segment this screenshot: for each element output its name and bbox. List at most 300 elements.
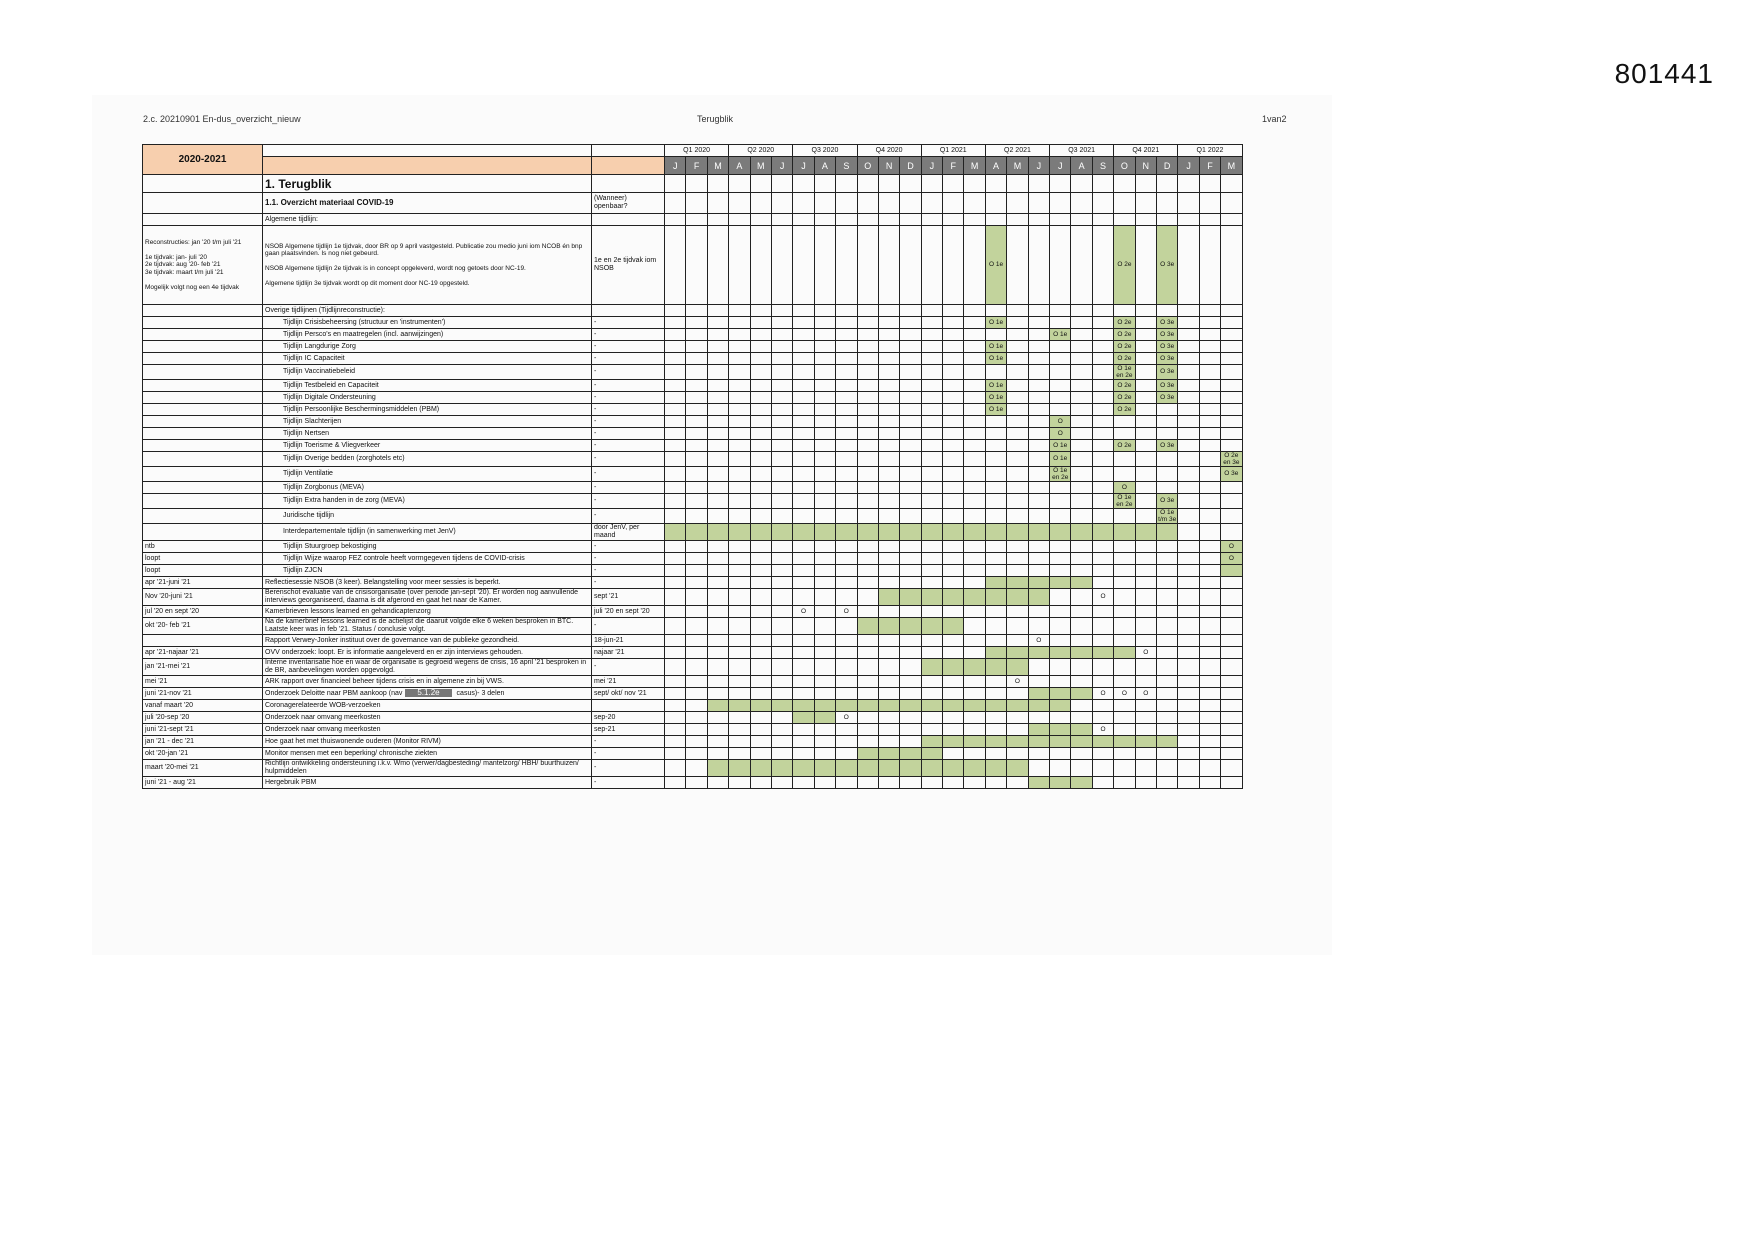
quarter-label: Q4 2020 [857, 145, 921, 157]
header-blank [263, 145, 592, 157]
month-cell [857, 618, 878, 635]
month-cell [1007, 760, 1028, 777]
month-label: S [836, 157, 857, 175]
month-cell [1114, 724, 1135, 736]
month-cell [1050, 748, 1071, 760]
row-description: Tijdlijn ZJCN [263, 565, 592, 577]
month-cell [1156, 688, 1177, 700]
month-cell [707, 509, 728, 524]
month-cell [750, 700, 771, 712]
month-cell [729, 736, 750, 748]
month-cell [1178, 214, 1199, 226]
month-cell [686, 618, 707, 635]
month-cell [1135, 777, 1156, 789]
month-cell [900, 482, 921, 494]
month-cell [985, 482, 1006, 494]
month-cell [1178, 380, 1199, 392]
month-cell [1135, 565, 1156, 577]
month-cell [1135, 428, 1156, 440]
month-cell [1071, 777, 1092, 789]
month-cell [1156, 416, 1177, 428]
month-cell [1007, 193, 1028, 214]
month-cell [686, 659, 707, 676]
table-row [143, 565, 1243, 577]
row-period: jan '21-mei '21 [143, 659, 263, 676]
year-label: 2020-2021 [143, 145, 263, 175]
month-cell: O [1135, 647, 1156, 659]
month-cell [1178, 700, 1199, 712]
month-cell [985, 577, 1006, 589]
month-cell [1007, 440, 1028, 452]
month-cell [943, 416, 964, 428]
month-cell [1071, 712, 1092, 724]
month-cell [900, 494, 921, 509]
month-cell [771, 317, 792, 329]
row-period [143, 341, 263, 353]
month-cell [964, 676, 985, 688]
month-cell [943, 193, 964, 214]
month-label: N [878, 157, 899, 175]
month-cell [943, 565, 964, 577]
month-cell [1114, 467, 1135, 482]
month-cell [1114, 524, 1135, 541]
month-cell [964, 635, 985, 647]
month-cell [771, 760, 792, 777]
month-cell [921, 700, 942, 712]
month-cell [1092, 676, 1113, 688]
month-cell [921, 524, 942, 541]
month-cell [707, 577, 728, 589]
month-cell [1092, 509, 1113, 524]
month-cell [665, 317, 686, 329]
month-cell [1178, 317, 1199, 329]
month-cell [1221, 416, 1242, 428]
month-cell: O [793, 606, 814, 618]
month-cell [793, 341, 814, 353]
month-cell [1178, 440, 1199, 452]
table-row [143, 635, 1243, 647]
month-cell [814, 482, 835, 494]
month-cell [1050, 392, 1071, 404]
row-public-when: - [592, 618, 665, 635]
month-cell [1221, 317, 1242, 329]
month-cell [814, 341, 835, 353]
table-row [143, 553, 1243, 565]
month-cell [1156, 635, 1177, 647]
month-cell [750, 467, 771, 482]
month-cell [857, 193, 878, 214]
month-cell [943, 524, 964, 541]
month-cell [943, 777, 964, 789]
row-description: Richtlijn ontwikkeling ondersteuning i.k.v. Wmo (verwer/dagbesteding/ mantelzorg/ HBH/ buurthuizen/ hulpmiddelen [263, 760, 592, 777]
row-public-when: - [592, 404, 665, 416]
month-cell [1178, 452, 1199, 467]
month-cell [1028, 392, 1049, 404]
month-cell [771, 214, 792, 226]
month-cell [729, 329, 750, 341]
month-cell [1221, 214, 1242, 226]
month-cell [686, 589, 707, 606]
month-cell [985, 606, 1006, 618]
month-cell [1199, 577, 1220, 589]
row-public-when: - [592, 509, 665, 524]
table-row [143, 467, 1243, 482]
row-public-when: - [592, 467, 665, 482]
month-cell [1092, 553, 1113, 565]
month-cell [1050, 380, 1071, 392]
month-cell [921, 777, 942, 789]
month-cell [793, 635, 814, 647]
month-cell [857, 317, 878, 329]
month-cell [1092, 748, 1113, 760]
month-cell [1135, 175, 1156, 193]
month-label: A [1071, 157, 1092, 175]
month-cell: O [1114, 482, 1135, 494]
month-cell [985, 618, 1006, 635]
row-description: Tijdlijn Digitale Ondersteuning [263, 392, 592, 404]
month-cell [793, 482, 814, 494]
month-cell [985, 688, 1006, 700]
quarter-label: Q4 2021 [1114, 145, 1178, 157]
month-cell [1071, 606, 1092, 618]
month-cell [1178, 676, 1199, 688]
month-cell [750, 618, 771, 635]
month-cell [985, 647, 1006, 659]
month-cell [1135, 676, 1156, 688]
month-cell [814, 589, 835, 606]
month-cell [1028, 317, 1049, 329]
month-cell [1199, 175, 1220, 193]
month-cell [707, 524, 728, 541]
month-cell [1221, 353, 1242, 365]
row-description: ARK rapport over financieel beheer tijdens crisis en in algemene zin bij VWS. [263, 676, 592, 688]
month-cell [878, 482, 899, 494]
month-cell [750, 577, 771, 589]
month-cell [771, 553, 792, 565]
month-cell: O [1221, 541, 1242, 553]
month-cell [1028, 748, 1049, 760]
month-cell [943, 329, 964, 341]
month-cell [878, 380, 899, 392]
month-cell [1028, 553, 1049, 565]
row-period: juli '20-sep '20 [143, 712, 263, 724]
month-cell [686, 416, 707, 428]
month-cell [729, 440, 750, 452]
row-public-when: 18-jun-21 [592, 635, 665, 647]
month-cell [878, 404, 899, 416]
month-cell [771, 440, 792, 452]
quarter-label: Q1 2021 [921, 145, 985, 157]
month-cell [900, 509, 921, 524]
month-cell [921, 214, 942, 226]
month-cell [1071, 565, 1092, 577]
month-label: J [1028, 157, 1049, 175]
month-cell [707, 214, 728, 226]
month-cell [900, 618, 921, 635]
row-period: apr '21-najaar '21 [143, 647, 263, 659]
month-cell [1221, 635, 1242, 647]
row-public-when: juli '20 en sept '20 [592, 606, 665, 618]
month-cell [1071, 724, 1092, 736]
month-cell [985, 760, 1006, 777]
month-cell [686, 553, 707, 565]
month-cell [1199, 214, 1220, 226]
month-cell [814, 724, 835, 736]
row-public-when: - [592, 748, 665, 760]
month-cell [665, 428, 686, 440]
month-cell [964, 317, 985, 329]
month-cell [729, 524, 750, 541]
month-cell [857, 329, 878, 341]
month-cell [707, 494, 728, 509]
month-cell [729, 712, 750, 724]
month-cell [1007, 416, 1028, 428]
month-cell [707, 305, 728, 317]
timeline-table [142, 144, 1243, 789]
month-cell [964, 688, 985, 700]
month-cell [1199, 635, 1220, 647]
row-period [143, 452, 263, 467]
month-cell [1156, 553, 1177, 565]
month-cell: O 1e [985, 317, 1006, 329]
month-cell [900, 647, 921, 659]
month-cell [1135, 494, 1156, 509]
month-cell [686, 676, 707, 688]
month-cell [686, 467, 707, 482]
month-cell [836, 353, 857, 365]
month-cell [1114, 193, 1135, 214]
month-cell [793, 452, 814, 467]
month-cell [836, 214, 857, 226]
month-cell [686, 688, 707, 700]
month-cell [900, 452, 921, 467]
month-cell [921, 659, 942, 676]
month-cell [1178, 736, 1199, 748]
redaction-mark: 5.1.2e [405, 689, 451, 697]
month-label: J [665, 157, 686, 175]
month-cell [665, 404, 686, 416]
month-cell [921, 365, 942, 380]
month-cell [878, 509, 899, 524]
month-cell [1156, 676, 1177, 688]
month-cell [857, 226, 878, 305]
month-cell [900, 606, 921, 618]
month-cell [1135, 524, 1156, 541]
month-cell [793, 618, 814, 635]
table-row [143, 404, 1243, 416]
month-cell [686, 509, 707, 524]
month-cell [771, 541, 792, 553]
month-cell [900, 635, 921, 647]
row-public-when: sept '21 [592, 589, 665, 606]
month-cell [1007, 428, 1028, 440]
row-period [143, 482, 263, 494]
month-cell [943, 440, 964, 452]
month-cell [921, 452, 942, 467]
month-label: O [857, 157, 878, 175]
month-cell [943, 676, 964, 688]
month-cell [943, 482, 964, 494]
month-cell [1156, 305, 1177, 317]
month-cell [729, 482, 750, 494]
month-cell [1199, 305, 1220, 317]
row-period [143, 428, 263, 440]
month-cell [964, 392, 985, 404]
month-cell [771, 777, 792, 789]
table-row [143, 659, 1243, 676]
table-row [143, 509, 1243, 524]
month-cell [1028, 226, 1049, 305]
month-cell [707, 777, 728, 789]
month-cell [1071, 659, 1092, 676]
month-cell [729, 317, 750, 329]
month-cell [814, 404, 835, 416]
month-cell: O [1092, 589, 1113, 606]
month-cell [900, 329, 921, 341]
month-cell [750, 452, 771, 467]
month-cell [1028, 482, 1049, 494]
month-cell [1221, 524, 1242, 541]
month-cell [1135, 760, 1156, 777]
month-cell [793, 392, 814, 404]
month-cell [665, 724, 686, 736]
month-cell [964, 577, 985, 589]
row-description: Coronagerelateerde WOB-verzoeken [263, 700, 592, 712]
month-cell: O 2e [1114, 226, 1135, 305]
month-cell [1007, 467, 1028, 482]
month-cell: O 3e [1156, 494, 1177, 509]
month-cell [771, 524, 792, 541]
month-cell [686, 712, 707, 724]
month-cell [921, 606, 942, 618]
month-cell [878, 736, 899, 748]
month-cell [1028, 606, 1049, 618]
row-description: OVV onderzoek: loopt. Er is informatie aangeleverd en er zijn interviews gehouden. [263, 647, 592, 659]
row-period: Nov '20-juni '21 [143, 589, 263, 606]
month-cell [900, 365, 921, 380]
month-cell [814, 365, 835, 380]
month-cell [729, 353, 750, 365]
row-description: Interne inventarisatie hoe en waar de organisatie is gegroeid wegens de crisis, 16 april '21 besproken in de BR, aanbevelingen worden opgevolgd. [263, 659, 592, 676]
month-cell [1028, 467, 1049, 482]
month-cell [771, 606, 792, 618]
month-cell [964, 647, 985, 659]
row-public-when [592, 175, 665, 193]
month-cell [729, 175, 750, 193]
month-cell [707, 193, 728, 214]
month-cell [1199, 329, 1220, 341]
month-cell [1135, 353, 1156, 365]
month-cell [771, 635, 792, 647]
month-cell [1221, 748, 1242, 760]
month-cell [1092, 635, 1113, 647]
month-cell [1114, 712, 1135, 724]
month-cell [836, 659, 857, 676]
month-cell [1050, 565, 1071, 577]
month-cell [943, 589, 964, 606]
table-row [143, 736, 1243, 748]
month-cell [750, 553, 771, 565]
month-cell [1135, 736, 1156, 748]
month-cell [836, 509, 857, 524]
month-cell [707, 392, 728, 404]
month-cell [1135, 635, 1156, 647]
month-cell [964, 777, 985, 789]
row-description: Tijdlijn Stuurgroep bekostiging [263, 541, 592, 553]
month-cell [836, 688, 857, 700]
month-cell [878, 392, 899, 404]
month-cell [921, 428, 942, 440]
month-cell [836, 416, 857, 428]
month-cell [707, 353, 728, 365]
month-cell [1092, 760, 1113, 777]
row-description: Kamerbrieven lessons learned en gehandicaptenzorg [263, 606, 592, 618]
month-cell [836, 392, 857, 404]
month-cell [921, 589, 942, 606]
month-cell [665, 635, 686, 647]
month-cell [1156, 618, 1177, 635]
month-cell [729, 647, 750, 659]
month-cell [1135, 724, 1156, 736]
month-cell [771, 724, 792, 736]
month-cell [921, 305, 942, 317]
month-cell [793, 317, 814, 329]
row-description: Algemene tijdlijn: [263, 214, 592, 226]
month-cell [686, 724, 707, 736]
month-cell [1199, 509, 1220, 524]
row-description: Berenschot evaluatie van de crisisorganisatie (over periode jan-sept '20). Er worden nog aanvullende interviews georganiseerd, daarna is dit afgerond en gaat het naar de Kamer. [263, 589, 592, 606]
month-cell [729, 404, 750, 416]
month-cell [771, 452, 792, 467]
month-cell [900, 440, 921, 452]
month-cell [836, 175, 857, 193]
month-cell [1092, 416, 1113, 428]
month-cell [1092, 606, 1113, 618]
month-cell [943, 467, 964, 482]
month-cell [878, 700, 899, 712]
month-cell: O 2e [1114, 317, 1135, 329]
month-cell [1028, 494, 1049, 509]
row-public-when: - [592, 736, 665, 748]
month-cell [943, 553, 964, 565]
table-row [143, 317, 1243, 329]
row-public-when: - [592, 482, 665, 494]
row-public-when: - [592, 365, 665, 380]
row-public-when: mei '21 [592, 676, 665, 688]
month-label: M [964, 157, 985, 175]
month-cell [943, 700, 964, 712]
month-cell: O 2e [1114, 392, 1135, 404]
month-cell [750, 317, 771, 329]
table-row [143, 577, 1243, 589]
row-public-when [592, 214, 665, 226]
month-cell [1007, 565, 1028, 577]
month-cell [1050, 341, 1071, 353]
month-cell [964, 565, 985, 577]
month-cell [964, 329, 985, 341]
table-row [143, 589, 1243, 606]
month-cell [900, 748, 921, 760]
month-cell [900, 760, 921, 777]
month-cell [1199, 365, 1220, 380]
month-cell [1178, 193, 1199, 214]
month-cell [857, 577, 878, 589]
month-cell [836, 380, 857, 392]
month-cell [707, 618, 728, 635]
month-cell [943, 380, 964, 392]
month-cell [836, 341, 857, 353]
month-cell [1135, 193, 1156, 214]
